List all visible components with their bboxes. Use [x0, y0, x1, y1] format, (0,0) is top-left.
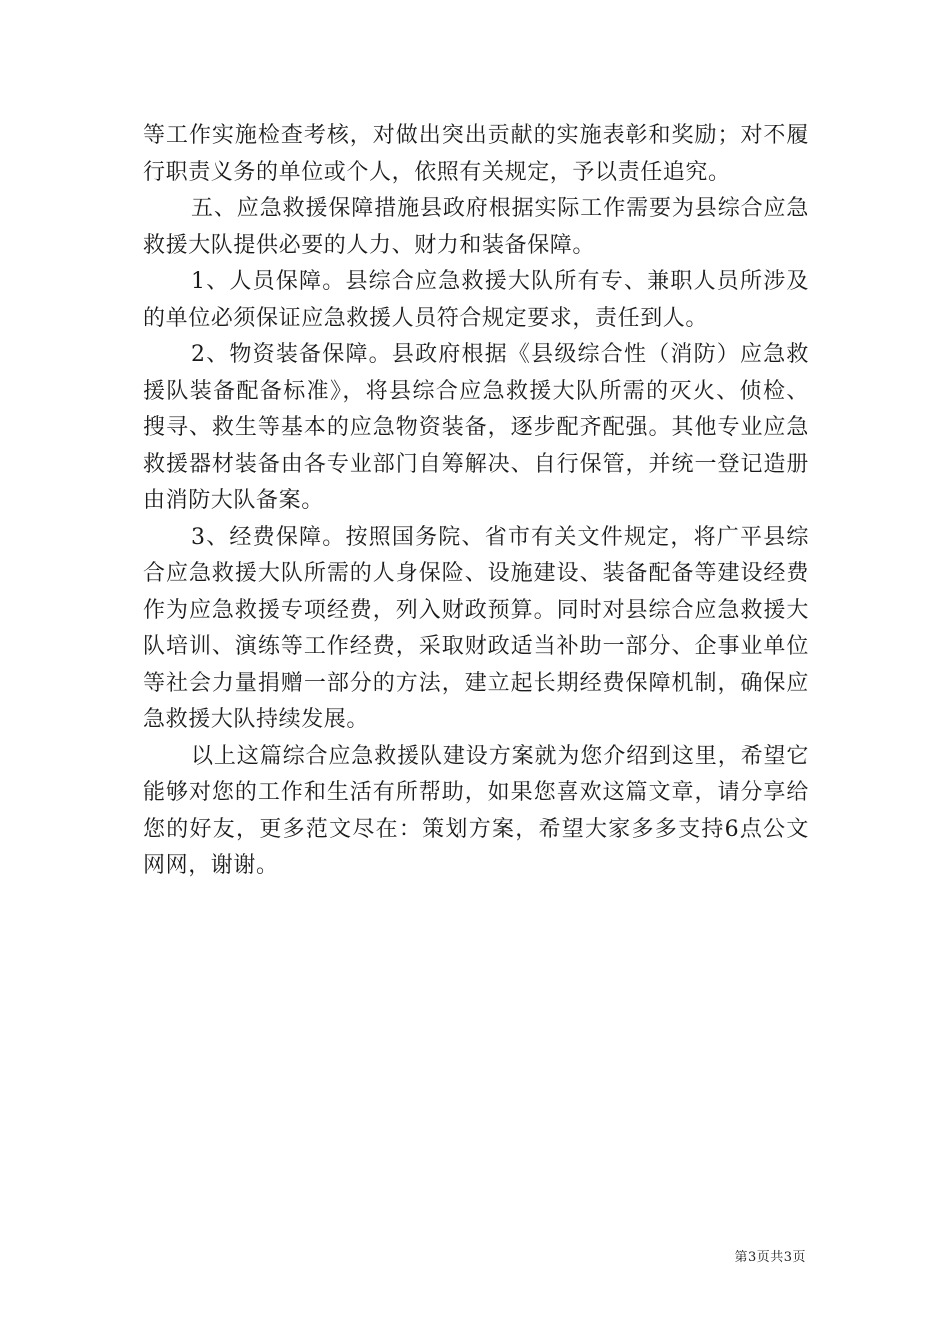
paragraph-funding: 3、经费保障。按照国务院、省市有关文件规定，将广平县综合应急救援大队所需的人身保险、设施建设、装备配备等建设经费作为应急救援专项经费，列入财政预算。同时对县综合应急救援大队培训、演练等工作经费，采取财政适当补助一部分、企事业单位等社会力量捐赠一部分的方法，建立起长期经费保障机制，确保应急救援大队持续发展。	[143, 524, 809, 732]
paragraph-equipment: 2、物资装备保障。县政府根据《县级综合性（消防）应急救援队装备配备标准》，将县综合应急救援大队所需的灭火、侦检、搜寻、救生等基本的应急物资装备，逐步配齐配强。其他专业应急救援器材装备由各专业部门自筹解决、自行保管，并统一登记造册由消防大队备案。	[143, 342, 809, 513]
paragraph-section-five: 五、应急救援保障措施县政府根据实际工作需要为县综合应急救援大队提供必要的人力、财力和装备保障。	[143, 196, 809, 258]
paragraph-personnel: 1、人员保障。县综合应急救援大队所有专、兼职人员所涉及的单位必须保证应急救援人员符合规定要求，责任到人。	[143, 269, 809, 331]
paragraph-closing: 以上这篇综合应急救援队建设方案就为您介绍到这里，希望它能够对您的工作和生活有所帮助，如果您喜欢这篇文章，请分享给您的好友，更多范文尽在：策划方案，希望大家多多支持6点公文网网，谢谢。	[143, 743, 809, 878]
page-number: 第3页共3页	[734, 1250, 806, 1265]
paragraph-continuation: 等工作实施检查考核，对做出突出贡献的实施表彰和奖励；对不履行职责义务的单位或个人，依照有关规定，予以责任追究。	[143, 123, 809, 185]
document-body	[143, 118, 809, 885]
